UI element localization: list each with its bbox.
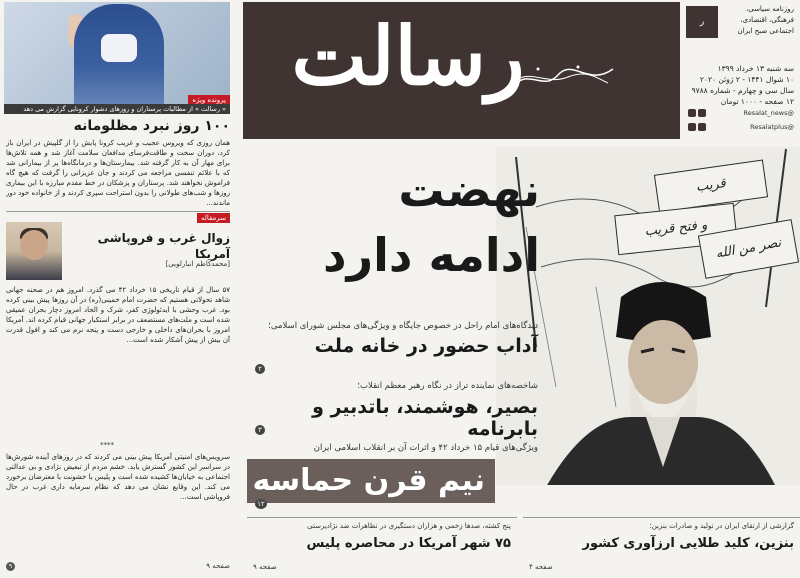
banner-1-text: نصر من الله [714, 235, 783, 262]
web-icon [688, 123, 696, 131]
bottom-right-title[interactable]: بنزین، کلید طلایی ارزآوری کشور [582, 536, 794, 551]
page-badge-icon: ۳ [255, 425, 265, 435]
page-badge-icon: ۲ [255, 364, 265, 374]
calligraphy-icon [508, 57, 618, 97]
kicker-3: ویژگی‌های قیام ۱۵ خرداد ۴۲ و اثرات آن بر انقلاب اسلامی ایران [313, 443, 538, 453]
subhead-3[interactable]: نیم قرن حماسه [252, 463, 485, 498]
bottom-left-title[interactable]: ۷۵ شهر آمریکا در محاصره پلیس [306, 536, 511, 551]
imam-portrait [546, 267, 776, 485]
left-footer [6, 562, 230, 571]
bottom-story-left[interactable] [247, 517, 517, 578]
editorial-text: ۵۷ سال از قیام تاریخی ۱۵ خرداد ۴۲ می گذرد. امروز هم در صحنه جهانی شاهد تحولاتی هستیم که حضرت امام خمینی(ره) در آن روزها پیش بینی کرده بود. غرب وحشی با ایدئولوژی کفر، شرک و الحاد امروز دچار بحران عمیقی شده است و ملت‌های مستضعف در برابر استکبار جهانی قیام کرده اند. آمریکا امروز با بحران‌های داخلی و خارجی دست و پنجه نرم می کند و افول قدرت آن بیش از پیش آشکار شده است... [6, 286, 230, 344]
social-row-2[interactable] [686, 122, 794, 133]
bottom-left-page[interactable]: صفحه ۹ [253, 563, 277, 571]
small-logo-icon: ر [686, 6, 718, 38]
editorial-text-2: سرویس‌های امنیتی آمریکا پیش بینی می کردند که در روزهای آینده شورش‌ها در سراسر این کشور گسترش یابد. خشم مردم از تبعیض نژادی و بی عدالتی اجتماعی به خیابان‌ها کشیده شده است و پلیس با خشونت با معترضان برخورد می کند. این وقایع نشان می دهد که نظام سرمایه داری غرب در حال فروپاشی است... [6, 453, 230, 501]
date-hijri-gregorian: ۱۰ شوال ۱۴۴۱ - ۲ ژوئن ۲۰۲۰ [699, 75, 794, 84]
subhead-2[interactable]: بصیر، هوشمند، باتدبیر و بابرنامه [312, 396, 538, 440]
kicker-1: دیدگاه‌های امام راحل در خصوص جایگاه و ویژگی‌های مجلس شورای اسلامی؛ [268, 321, 538, 331]
special-file-tag: پرونده ویژه [188, 95, 230, 105]
bottom-story-right[interactable] [523, 517, 800, 578]
bottom-left-kicker: پنج کشته، صدها زخمی و هزاران دستگیری در تظاهرات ضد نژادپرستی [307, 522, 511, 530]
bottom-right-page[interactable]: صفحه ۴ [529, 563, 553, 571]
editorial-headline[interactable]: زوال غرب و فروپاشی آمریکا [97, 231, 230, 261]
social-row-1[interactable] [686, 108, 794, 119]
headline-box [247, 459, 495, 503]
photo-caption: « رسالت » از مطالبات پرستاران و روزهای دشوار کرونایی گزارش می دهد [4, 104, 230, 114]
banner-3-text: قریب [695, 176, 727, 196]
issue-number: سال سی و چهارم - شماره ۹۷۸۸ [691, 86, 794, 95]
telegram-icon [698, 109, 706, 117]
newspaper-logo[interactable]: رسالت [291, 9, 525, 103]
portrait-head [20, 230, 48, 260]
separator-stars: **** [100, 441, 114, 449]
date-persian: سه شنبه ۱۳ خرداد ۱۳۹۹ [717, 64, 794, 73]
bottom-right-kicker: گزارشی از ارتقای ایران در تولید و صادرات بنزین؛ [649, 522, 794, 530]
main-area [243, 143, 800, 578]
dateline [686, 63, 794, 107]
face-mask [101, 34, 137, 62]
main-headline-2[interactable]: ادامه دارد [323, 228, 540, 282]
left-story-text: همان روزی که ویروس عجیب و غریب کرونا پایش را از گلپیش در ایران باز کرد، دوران سخت و طاقت‌فرسای مدافعان سلامت آغاز شد و همه تلاش‌ها برای مهار آن به کار گرفته شد. بیمارستان‌ها و درمانگاه‌ها پر از بیمارانی شد که با علائم تنفسی مراجعه می کردند و جان عزیزانی را گرفت که هیچ گاه فراموش نخواهند شد. پرستاران و پزشکان در خط مقدم مبارزه با این بیماری روزها و شب‌های طولانی را بدون استراحت سپری کردند و از خانواده خود دور ماندند... [6, 139, 230, 207]
masthead [243, 2, 680, 139]
social-handle-1[interactable]: @Resalat_news [743, 109, 794, 117]
left-page-ref[interactable]: صفحه ۹ [206, 562, 230, 570]
editorial-lead [70, 272, 230, 284]
page-badge-icon: ۹ [6, 562, 15, 571]
kicker-2: شاخصه‌های نماینده تراز در نگاه رهبر معظم انقلاب؛ [357, 381, 538, 391]
subhead-1[interactable]: آداب حضور در خانه ملت [314, 335, 538, 357]
left-column [0, 0, 236, 578]
banner-2-text: و فتح قریب [643, 217, 708, 240]
nurse-photo [4, 2, 230, 106]
twitter-icon [698, 123, 706, 131]
price: ۱۲ صفحه - ۱۰۰۰ تومان [720, 97, 794, 106]
instagram-icon [688, 109, 696, 117]
divider [6, 211, 230, 212]
page-badge-icon: ۱۲ [255, 499, 267, 509]
info-box [682, 2, 798, 139]
social-handle-2[interactable]: @Resalatplus [750, 123, 794, 131]
main-headline-1[interactable]: نهضت [398, 163, 540, 217]
tagline: روزنامه سیاسی، فرهنگی، اقتصادی، اجتماعی صبح ایران [737, 5, 794, 35]
editorial-author: [محمدکاظم انبارلویی] [165, 260, 230, 268]
left-headline[interactable]: ۱۰۰ روز نبرد مظلومانه [73, 118, 230, 134]
author-portrait [6, 222, 62, 280]
editorial-tag: سرمقاله [197, 213, 230, 223]
imam-illustration [496, 147, 800, 485]
